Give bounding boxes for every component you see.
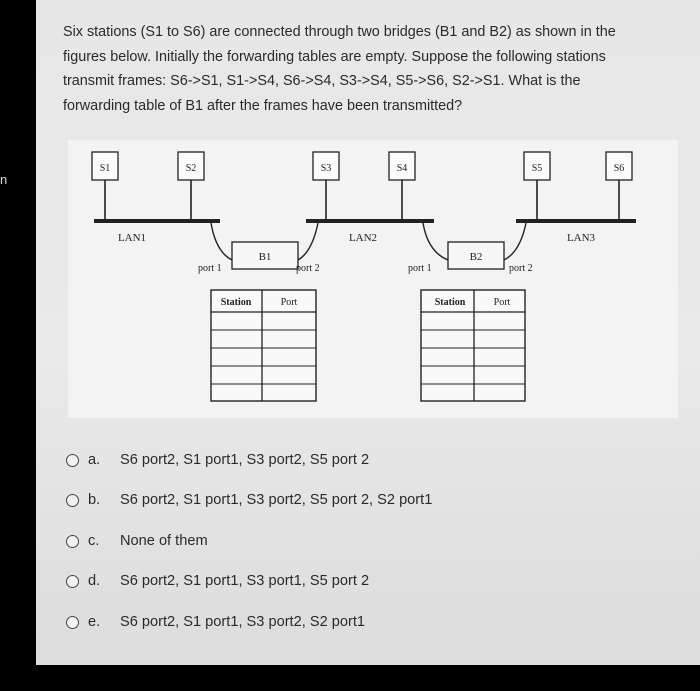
station-label: S3: [320, 163, 332, 174]
question-line: transmit frames: S6->S1, S1->S4, S6->S4, S3->S4, S5->S6, S2->S1. What is the: [63, 73, 581, 90]
question-line: Six stations (S1 to S6) are connected through two bridges (B1 and B2) as shown in the: [63, 24, 616, 40]
station-label: S4: [396, 163, 408, 174]
bridge-b2: [448, 242, 504, 269]
station-links: [105, 180, 619, 220]
lan3-label: LAN3: [566, 232, 596, 244]
table-header-port: Port: [493, 297, 511, 308]
station-s6: [606, 152, 632, 180]
question-line: forwarding table of B1 after the frames have been transmitted?: [63, 97, 463, 114]
radio-button[interactable]: [66, 454, 79, 467]
station-label: S6: [613, 163, 625, 174]
option-a[interactable]: [66, 449, 369, 471]
b1-forwarding-table: [211, 290, 316, 401]
option-letter: e.: [88, 614, 101, 630]
station-s4: [389, 152, 415, 180]
network-diagram-svg: [68, 140, 678, 418]
station-label: S5: [531, 163, 543, 174]
b2-port2-label: port 2: [509, 263, 533, 274]
station-label: S1: [99, 163, 111, 174]
station-s1: [92, 152, 118, 180]
option-text: S6 port2, S1 port1, S3 port2, S5 port 2: [120, 452, 370, 468]
station-s5: [524, 152, 550, 180]
network-diagram: [68, 140, 678, 418]
option-letter: a.: [88, 452, 101, 468]
option-text: S6 port2, S1 port1, S3 port1, S5 port 2: [120, 573, 370, 589]
radio-button[interactable]: [66, 616, 79, 629]
option-text: None of them: [120, 533, 208, 549]
option-text: S6 port2, S1 port1, S3 port2, S5 port 2, S2 port1: [120, 492, 433, 508]
b2-forwarding-table: [421, 290, 525, 401]
question-line: figures below. Initially the forwarding tables are empty. Suppose the following stations: [63, 48, 606, 65]
option-letter: b.: [88, 492, 101, 508]
option-letter: c.: [88, 533, 100, 549]
option-e[interactable]: [66, 611, 365, 633]
cropped-edge-text: n: [0, 172, 8, 187]
station-s3: [313, 152, 339, 180]
bridge-label: B1: [258, 251, 272, 263]
option-c[interactable]: [66, 530, 208, 552]
option-text: S6 port2, S1 port1, S3 port2, S2 port1: [120, 614, 366, 630]
b1-port1-label: port 1: [198, 263, 222, 274]
option-d[interactable]: [66, 570, 369, 592]
bridge-b1: [232, 242, 298, 269]
radio-button[interactable]: [66, 535, 79, 548]
station-label: S2: [185, 163, 197, 174]
question-text: [63, 20, 683, 118]
table-header-port: Port: [280, 297, 298, 308]
table-header-station: Station: [434, 297, 466, 308]
b1-port2-label: port 2: [296, 263, 320, 274]
lan1-label: LAN1: [117, 232, 147, 244]
radio-button[interactable]: [66, 494, 79, 507]
b2-port1-label: port 1: [408, 263, 432, 274]
radio-button[interactable]: [66, 575, 79, 588]
table-header-station: Station: [220, 297, 252, 308]
bridge-label: B2: [469, 251, 483, 263]
option-letter: d.: [88, 573, 101, 589]
option-b[interactable]: [66, 489, 432, 511]
station-s2: [178, 152, 204, 180]
lan2-label: LAN2: [348, 232, 378, 244]
